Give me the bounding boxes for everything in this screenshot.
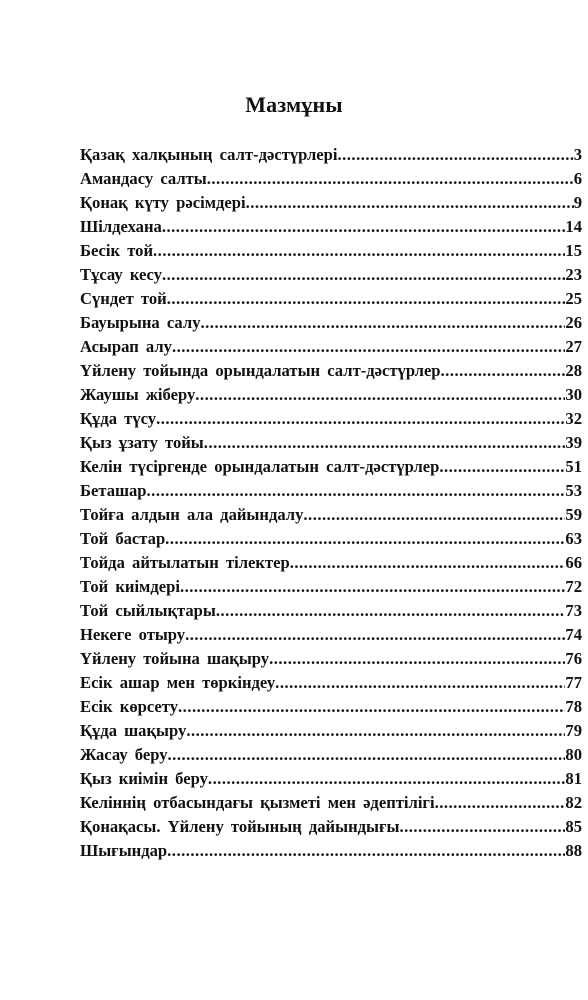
toc-entry-page-number: 23 (565, 265, 582, 284)
toc-entry-title: Қыз ұзату тойы (80, 433, 204, 452)
table-of-contents (80, 145, 582, 865)
toc-entry (80, 769, 582, 793)
toc-entry (80, 433, 582, 457)
toc-dot-leader (290, 553, 566, 573)
toc-entry-page-number: 30 (565, 385, 582, 404)
toc-entry (80, 553, 582, 577)
toc-entry-page-number: 74 (565, 625, 582, 644)
toc-entry-title: Беташар (80, 481, 147, 500)
toc-entry-title: Некеге отыру (80, 625, 186, 644)
toc-entry (80, 505, 582, 529)
toc-entry (80, 313, 582, 337)
toc-dot-leader (185, 625, 565, 645)
toc-entry (80, 601, 582, 625)
toc-entry (80, 265, 582, 289)
toc-entry-title: Тойда айтылатын тілектер (80, 553, 290, 572)
toc-dot-leader (153, 241, 565, 261)
toc-entry-page-number: 63 (565, 529, 582, 548)
toc-entry (80, 481, 582, 505)
toc-entry-title: Құда түсу (80, 409, 157, 428)
toc-entry-page-number: 77 (565, 673, 582, 692)
toc-dot-leader (201, 313, 566, 333)
toc-entry (80, 241, 582, 265)
toc-entry-page-number: 66 (565, 553, 582, 572)
toc-entry-page-number: 72 (565, 577, 582, 596)
toc-entry (80, 337, 582, 361)
toc-entry-title: Келін түсіргенде орындалатын салт-дәстүрлер (80, 457, 440, 476)
toc-entry (80, 217, 582, 241)
toc-entry-title: Келіннің отбасындағы қызметі мен әдептілігі (80, 793, 435, 812)
toc-dot-leader (168, 745, 566, 765)
toc-dot-leader (195, 385, 565, 405)
toc-entry-title: Амандасу салты (80, 169, 207, 188)
toc-entry-title: Той киімдері (80, 577, 180, 596)
toc-dot-leader (399, 817, 565, 837)
toc-dot-leader (208, 769, 565, 789)
toc-entry-page-number: 81 (565, 769, 582, 788)
toc-dot-leader (167, 289, 566, 309)
toc-entry-page-number: 3 (573, 145, 582, 164)
toc-dot-leader (167, 841, 565, 861)
toc-dot-leader (156, 409, 565, 429)
toc-entry-page-number: 82 (565, 793, 582, 812)
toc-dot-leader (337, 145, 573, 165)
toc-entry (80, 817, 582, 841)
toc-entry-page-number: 59 (565, 505, 582, 524)
toc-entry (80, 697, 582, 721)
toc-entry (80, 577, 582, 601)
toc-entry-title: Үйлену тойында орындалатын салт-дәстүрлер (80, 361, 441, 380)
toc-dot-leader (216, 601, 566, 621)
toc-entry-page-number: 79 (565, 721, 582, 740)
toc-entry-title: Жасау беру (80, 745, 168, 764)
toc-entry-title: Қонақ күту рәсімдері (80, 193, 246, 212)
toc-entry (80, 457, 582, 481)
toc-entry-title: Шығындар (80, 841, 168, 860)
toc-entry-page-number: 51 (565, 457, 582, 476)
toc-dot-leader (178, 697, 565, 717)
toc-entry-title: Тұсау кесу (80, 265, 162, 284)
toc-entry (80, 361, 582, 385)
toc-entry-title: Үйлену тойына шақыру (80, 649, 270, 668)
toc-entry (80, 409, 582, 433)
toc-entry-title: Қазақ халқының салт-дәстүрлері (80, 145, 338, 164)
toc-entry-title: Есік ашар мен төркіндеу (80, 673, 276, 692)
toc-entry (80, 193, 582, 217)
toc-entry-title: Сүндет той (80, 289, 167, 308)
toc-entry-page-number: 26 (565, 313, 582, 332)
toc-entry-page-number: 88 (565, 841, 582, 860)
toc-entry-page-number: 14 (565, 217, 582, 236)
toc-dot-leader (204, 433, 566, 453)
toc-entry-title: Тойға алдын ала дайындалу (80, 505, 304, 524)
toc-dot-leader (275, 673, 565, 693)
toc-entry-title: Құда шақыру (80, 721, 187, 740)
toc-entry (80, 841, 582, 865)
toc-entry (80, 145, 582, 169)
toc-entry-title: Жаушы жіберу (80, 385, 196, 404)
toc-dot-leader (441, 361, 566, 381)
toc-entry-page-number: 53 (565, 481, 582, 500)
toc-entry-page-number: 6 (573, 169, 582, 188)
toc-entry (80, 169, 582, 193)
toc-entry-page-number: 32 (565, 409, 582, 428)
toc-entry-page-number: 28 (565, 361, 582, 380)
toc-dot-leader (165, 529, 565, 549)
toc-entry-page-number: 25 (565, 289, 582, 308)
toc-entry-title: Есік көрсету (80, 697, 179, 716)
toc-dot-leader (207, 169, 574, 189)
toc-entry-page-number: 27 (565, 337, 582, 356)
toc-entry-page-number: 85 (565, 817, 582, 836)
toc-entry-page-number: 73 (565, 601, 582, 620)
toc-entry-title: Қонақасы. Үйлену тойының дайындығы (80, 817, 400, 836)
toc-entry-page-number: 76 (565, 649, 582, 668)
toc-entry-page-number: 9 (573, 193, 582, 212)
toc-entry (80, 745, 582, 769)
toc-entry (80, 649, 582, 673)
toc-entry (80, 385, 582, 409)
toc-entry (80, 625, 582, 649)
toc-entry-title: Той сыйлықтары (80, 601, 216, 620)
toc-entry-page-number: 15 (565, 241, 582, 260)
toc-entry (80, 793, 582, 817)
toc-dot-leader (246, 193, 574, 213)
page-title: Мазмұны (245, 92, 343, 117)
toc-dot-leader (180, 577, 565, 597)
toc-entry-title: Той бастар (80, 529, 166, 548)
toc-entry-title: Қыз киімін беру (80, 769, 208, 788)
toc-dot-leader (162, 217, 566, 237)
toc-entry (80, 673, 582, 697)
toc-dot-leader (269, 649, 565, 669)
toc-dot-leader (162, 265, 565, 285)
toc-entry-page-number: 80 (565, 745, 582, 764)
toc-dot-leader (172, 337, 565, 357)
toc-entry-title: Бауырына салу (80, 313, 201, 332)
toc-dot-leader (303, 505, 565, 525)
toc-entry (80, 289, 582, 313)
toc-dot-leader (435, 793, 566, 813)
toc-entry (80, 529, 582, 553)
toc-entry-title: Бесік той (80, 241, 154, 260)
toc-dot-leader (439, 457, 565, 477)
toc-entry-title: Шілдехана (80, 217, 162, 236)
toc-entry-page-number: 39 (565, 433, 582, 452)
toc-dot-leader (147, 481, 566, 501)
toc-entry (80, 721, 582, 745)
toc-entry-title: Асырап алу (80, 337, 172, 356)
toc-entry-page-number: 78 (565, 697, 582, 716)
toc-dot-leader (186, 721, 565, 741)
